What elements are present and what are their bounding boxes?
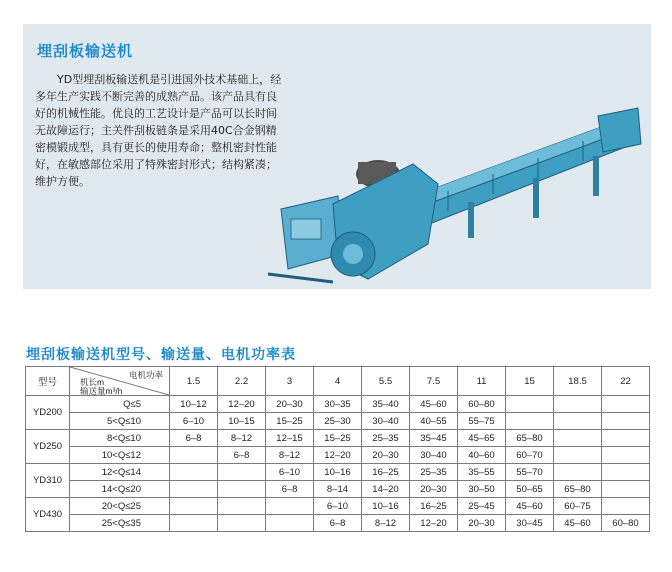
length-cell: 45–65 xyxy=(458,430,506,447)
length-cell: 8–12 xyxy=(218,430,266,447)
length-cell: 45–60 xyxy=(506,498,554,515)
length-cell xyxy=(602,447,650,464)
length-cell: 6–8 xyxy=(170,430,218,447)
header-power: 3 xyxy=(266,367,314,396)
length-cell: 12–20 xyxy=(314,447,362,464)
length-cell: 20–30 xyxy=(362,447,410,464)
length-cell: 35–55 xyxy=(458,464,506,481)
length-cell: 65–80 xyxy=(554,481,602,498)
length-cell: 45–60 xyxy=(554,515,602,532)
length-cell: 25–30 xyxy=(314,413,362,430)
length-cell xyxy=(218,481,266,498)
table-row xyxy=(26,481,650,498)
length-cell: 25–35 xyxy=(362,430,410,447)
length-cell xyxy=(602,498,650,515)
length-cell: 40–55 xyxy=(410,413,458,430)
length-cell xyxy=(554,464,602,481)
length-cell xyxy=(170,515,218,532)
capacity-cell: 12<Q≤14 xyxy=(70,464,170,481)
table-row xyxy=(26,430,650,447)
length-cell: 65–80 xyxy=(506,430,554,447)
length-cell xyxy=(266,498,314,515)
product-title: 埋刮板输送机 xyxy=(37,42,134,60)
product-description xyxy=(35,71,283,190)
length-cell xyxy=(170,464,218,481)
length-cell: 16–25 xyxy=(410,498,458,515)
length-cell xyxy=(602,396,650,413)
spec-table xyxy=(25,366,650,532)
length-cell: 6–8 xyxy=(314,515,362,532)
length-cell: 6–10 xyxy=(170,413,218,430)
length-cell: 14–20 xyxy=(362,481,410,498)
table-row xyxy=(26,498,650,515)
length-cell xyxy=(506,413,554,430)
length-cell: 6–8 xyxy=(266,481,314,498)
length-cell xyxy=(170,498,218,515)
length-cell: 30–35 xyxy=(314,396,362,413)
length-cell: 35–40 xyxy=(362,396,410,413)
length-cell: 50–65 xyxy=(506,481,554,498)
model-cell: YD430 xyxy=(26,498,70,532)
length-cell: 20–30 xyxy=(266,396,314,413)
length-cell: 15–25 xyxy=(266,413,314,430)
header-power: 15 xyxy=(506,367,554,396)
conveyor-machine-illustration xyxy=(263,104,643,294)
table-row xyxy=(26,464,650,481)
length-cell: 55–75 xyxy=(458,413,506,430)
length-cell: 6–8 xyxy=(218,447,266,464)
description-paragraph: YD型埋刮板输送机是引进国外技术基础上，经多年生产实践不断完善的成熟产品。该产品具有良好的机械性能。优良的工艺设计是产品可以长时间无故障运行；主关件刮板链条是采用40C合金钢精密模锻成型，具有更长的使用寿命；整机密封性能好，在敏感部位采用了特殊密封形式；结构紧凑；维护方便。 xyxy=(35,73,282,188)
header-power: 5.5 xyxy=(362,367,410,396)
length-cell: 60–80 xyxy=(602,515,650,532)
spec-table-body xyxy=(26,396,650,532)
length-cell xyxy=(554,430,602,447)
header-power: 4 xyxy=(314,367,362,396)
length-cell: 15–25 xyxy=(314,430,362,447)
table-row xyxy=(26,396,650,413)
capacity-cell: 25<Q≤35 xyxy=(70,515,170,532)
length-cell: 40–60 xyxy=(458,447,506,464)
header-diagonal-cell xyxy=(70,367,170,396)
length-cell xyxy=(554,447,602,464)
length-cell: 60–80 xyxy=(458,396,506,413)
length-cell xyxy=(554,396,602,413)
capacity-cell: Q≤5 xyxy=(70,396,170,413)
length-cell: 30–50 xyxy=(458,481,506,498)
capacity-cell: 14<Q≤20 xyxy=(70,481,170,498)
header-length-label: 机长m xyxy=(80,377,105,387)
length-cell: 8–14 xyxy=(314,481,362,498)
length-cell xyxy=(602,464,650,481)
length-cell: 60–75 xyxy=(554,498,602,515)
length-cell: 30–45 xyxy=(506,515,554,532)
length-cell xyxy=(218,464,266,481)
length-cell xyxy=(218,498,266,515)
header-power: 7.5 xyxy=(410,367,458,396)
length-cell: 25–45 xyxy=(458,498,506,515)
length-cell xyxy=(602,430,650,447)
table-row xyxy=(26,447,650,464)
length-cell xyxy=(218,515,266,532)
capacity-cell: 5<Q≤10 xyxy=(70,413,170,430)
length-cell xyxy=(602,481,650,498)
length-cell xyxy=(506,396,554,413)
header-model: 型号 xyxy=(26,367,70,396)
table-row xyxy=(26,413,650,430)
header-power: 22 xyxy=(602,367,650,396)
length-cell: 12–20 xyxy=(218,396,266,413)
header-power: 18.5 xyxy=(554,367,602,396)
length-cell: 10–16 xyxy=(314,464,362,481)
length-cell: 12–15 xyxy=(266,430,314,447)
model-cell: YD310 xyxy=(26,464,70,498)
header-power-label: 电机功率 xyxy=(128,370,163,380)
length-cell: 8–12 xyxy=(362,515,410,532)
length-cell xyxy=(602,413,650,430)
length-cell xyxy=(170,447,218,464)
model-cell: YD250 xyxy=(26,430,70,464)
length-cell: 20–30 xyxy=(410,481,458,498)
model-cell: YD200 xyxy=(26,396,70,430)
length-cell: 25–35 xyxy=(410,464,458,481)
length-cell: 12–20 xyxy=(410,515,458,532)
capacity-cell: 20<Q≤25 xyxy=(70,498,170,515)
length-cell: 30–40 xyxy=(362,413,410,430)
length-cell: 10–16 xyxy=(362,498,410,515)
table-header-row xyxy=(26,367,650,396)
length-cell: 16–25 xyxy=(362,464,410,481)
header-power: 11 xyxy=(458,367,506,396)
length-cell: 45–60 xyxy=(410,396,458,413)
product-panel xyxy=(23,24,651,289)
length-cell: 60–70 xyxy=(506,447,554,464)
length-cell: 8–12 xyxy=(266,447,314,464)
capacity-cell: 10<Q≤12 xyxy=(70,447,170,464)
header-power: 1.5 xyxy=(170,367,218,396)
table-row xyxy=(26,515,650,532)
length-cell: 55–70 xyxy=(506,464,554,481)
table-title: 埋刮板输送机型号、输送量、电机功率表 xyxy=(26,347,296,363)
length-cell xyxy=(554,413,602,430)
header-power: 2.2 xyxy=(218,367,266,396)
length-cell: 10–12 xyxy=(170,396,218,413)
length-cell: 6–10 xyxy=(266,464,314,481)
length-cell: 30–40 xyxy=(410,447,458,464)
header-capacity-label: 输送量m³/h xyxy=(80,386,123,396)
length-cell: 20–30 xyxy=(458,515,506,532)
length-cell: 35–45 xyxy=(410,430,458,447)
length-cell xyxy=(170,481,218,498)
length-cell: 6–10 xyxy=(314,498,362,515)
length-cell xyxy=(266,515,314,532)
length-cell: 10–15 xyxy=(218,413,266,430)
capacity-cell: 8<Q≤10 xyxy=(70,430,170,447)
